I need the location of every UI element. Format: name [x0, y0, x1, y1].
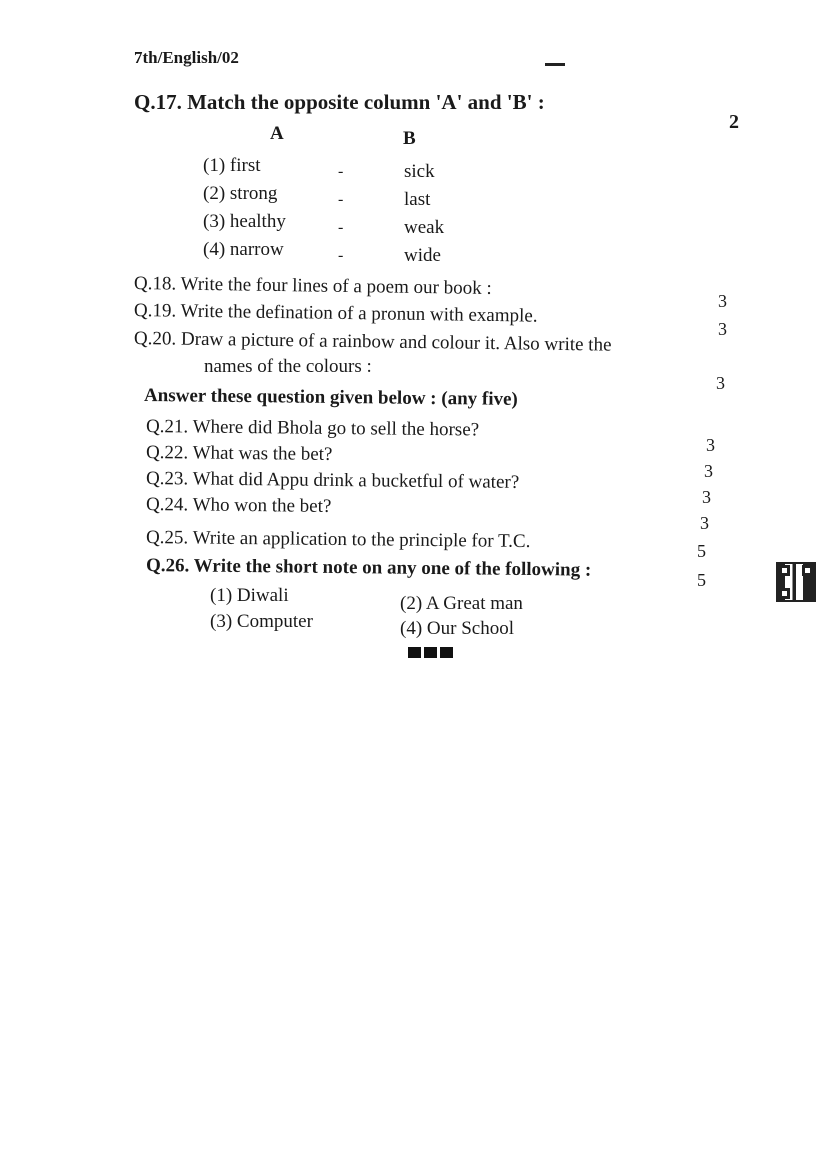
q26-text: Q.26. Write the short note on any one of the following :: [145, 555, 592, 581]
match-dash-4: -: [338, 247, 344, 264]
match-b-4: wide: [404, 245, 441, 266]
column-b-heading: B: [403, 128, 416, 149]
match-a-1: (1) first: [203, 155, 261, 176]
match-dash-1: -: [338, 163, 344, 180]
column-a-heading: A: [270, 123, 284, 144]
q21-marks: 3: [706, 435, 715, 455]
q24-text: Q.24. Who won the bet?: [145, 494, 332, 517]
q26-option-4: (4) Our School: [400, 618, 514, 639]
match-a-3: (3) healthy: [203, 211, 286, 232]
q23-marks: 3: [702, 487, 711, 507]
q20-text: Q.20. Draw a picture of a rainbow and colour it. Also write the: [133, 328, 612, 356]
match-b-3: weak: [404, 217, 445, 238]
qr-code: [776, 562, 816, 602]
match-a-2: (2) strong: [203, 183, 278, 204]
q25-marks: 5: [697, 541, 706, 561]
q18-text: Q.18. Write the four lines of a poem our book :: [133, 273, 492, 299]
q21-text: Q.21. Where did Bhola go to sell the horse?: [145, 416, 480, 441]
end-of-paper-mark: [408, 647, 453, 658]
match-a-4: (4) narrow: [203, 239, 284, 260]
q26-option-3: (3) Computer: [210, 611, 313, 632]
match-dash-2: -: [338, 191, 344, 208]
q18-marks: 3: [718, 291, 727, 311]
q17-title: Q.17. Match the opposite column 'A' and 'B' :: [134, 90, 545, 114]
q19-marks: 3: [718, 319, 727, 339]
q20-marks: 3: [716, 373, 725, 393]
q24-marks: 3: [700, 513, 709, 533]
q23-text: Q.23. What did Appu drink a bucketful of water?: [145, 468, 520, 493]
q22-text: Q.22. What was the bet?: [145, 442, 333, 465]
paper-code: 7th/English/02: [134, 48, 239, 67]
match-b-2: last: [404, 189, 431, 210]
q25-text: Q.25. Write an application to the principle for T.C.: [145, 527, 531, 553]
match-b-1: sick: [404, 161, 435, 182]
q26-option-2: (2) A Great man: [400, 593, 523, 614]
header-dash: [545, 63, 565, 66]
q19-text: Q.19. Write the defination of a pronun with example.: [133, 300, 538, 327]
q17-marks: 2: [729, 111, 739, 133]
q20-text-line2: names of the colours :: [204, 356, 372, 377]
q26-marks: 5: [697, 570, 706, 590]
q26-option-1: (1) Diwali: [210, 585, 289, 606]
q22-marks: 3: [704, 461, 713, 481]
match-dash-3: -: [338, 219, 344, 236]
section-heading: Answer these question given below : (any five): [143, 385, 518, 410]
